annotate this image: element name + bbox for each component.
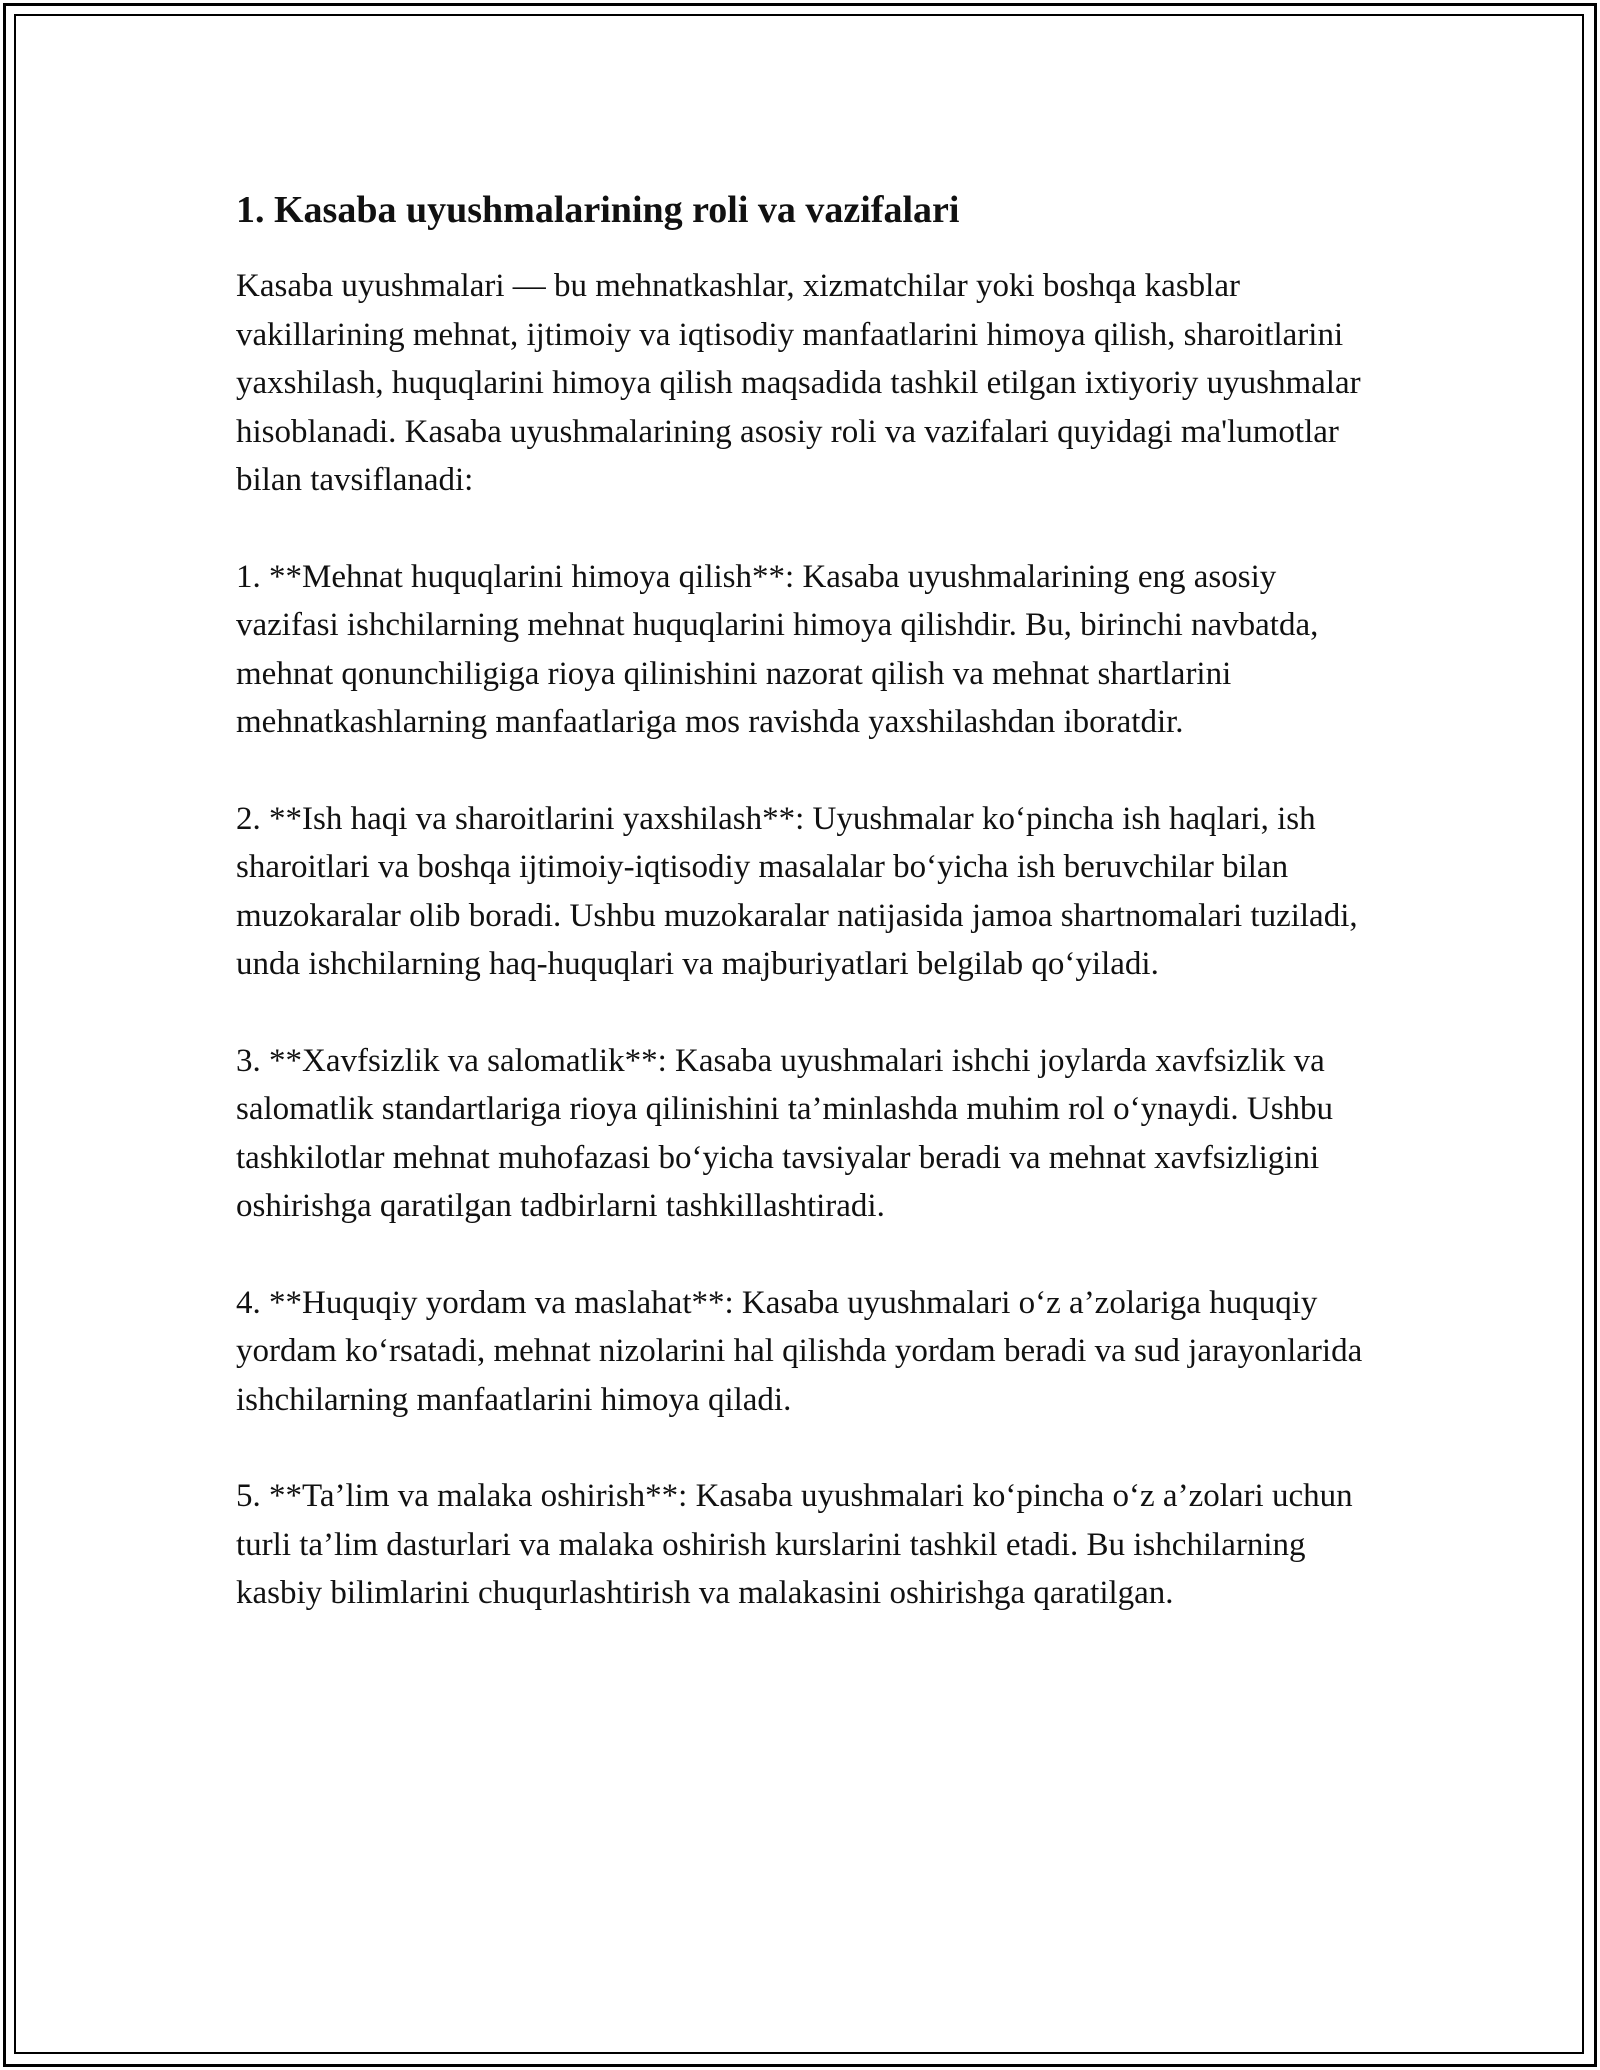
section-heading: 1. Kasaba uyushmalarining roli va vazifalari (236, 189, 960, 231)
list-item-legal-aid: 4. **Huquqiy yordam va maslahat**: Kasaba uyushmalari oʻz a’zolariga huquqiy yordam koʻrsatadi, mehnat nizolarini hal qilishda yordam beradi va sud jarayonlarida ishchilarning manfaatlarini himoya qiladi. (236, 1284, 1363, 1418)
document-body (236, 186, 1386, 1666)
list-item-education-training: 5. **Ta’lim va malaka oshirish**: Kasaba uyushmalari koʻpincha oʻz a’zolari uchun turli ta’lim dasturlari va malaka oshirish kurslarini tashkil etadi. Bu ishchilarning kasbiy bilimlarini chuqurlashtirish va malakasini oshirishga qaratilgan. (236, 1478, 1353, 1611)
list-item-wages-conditions: 2. **Ish haqi va sharoitlarini yaxshilash**: Uyushmalar koʻpincha ish haqlari, ish sharoitlari va boshqa ijtimoiy-iqtisodiy masalalar boʻyicha ish beruvchilar bilan muzokaralar olib boradi. Ushbu muzokaralar natijasida jamoa shartnomalari tuziladi, unda ishchilarning haq-huquqlari va majburiyatlari belgilab qoʻyiladi. (236, 800, 1358, 982)
list-item-safety-health: 3. **Xavfsizlik va salomatlik**: Kasaba uyushmalari ishchi joylarda xavfsizlik va salomatlik standartlariga rioya qilinishini ta’minlashda muhim rol oʻynaydi. Ushbu tashkilotlar mehnat muhofazasi boʻyicha tavsiyalar beradi va mehnat xavfsizligini oshirishga qaratilgan tadbirlarni tashkillashtiradi. (236, 1042, 1334, 1224)
intro-paragraph: Kasaba uyushmalari — bu mehnatkashlar, xizmatchilar yoki boshqa kasblar vakillarining mehnat, ijtimoiy va iqtisodiy manfaatlarini himoya qilish, sharoitlarini yaxshilash, huquqlarini himoya qilish maqsadida tashkil etilgan ixtiyoriy uyushmalar hisoblanadi. Kasaba uyushmalarining asosiy roli va vazifalari quyidagi ma'lumotlar bilan tavsiflanadi: (236, 268, 1361, 498)
list-item-labor-rights: 1. **Mehnat huquqlarini himoya qilish**: Kasaba uyushmalarining eng asosiy vazifasi ishchilarning mehnat huquqlarini himoya qilishdir. Bu, birinchi navbatda, mehnat qonunchiligiga rioya qilinishini nazorat qilish va mehnat shartlarini mehnatkashlarning manfaatlariga mos ravishda yaxshilashdan iboratdir. (236, 558, 1319, 740)
